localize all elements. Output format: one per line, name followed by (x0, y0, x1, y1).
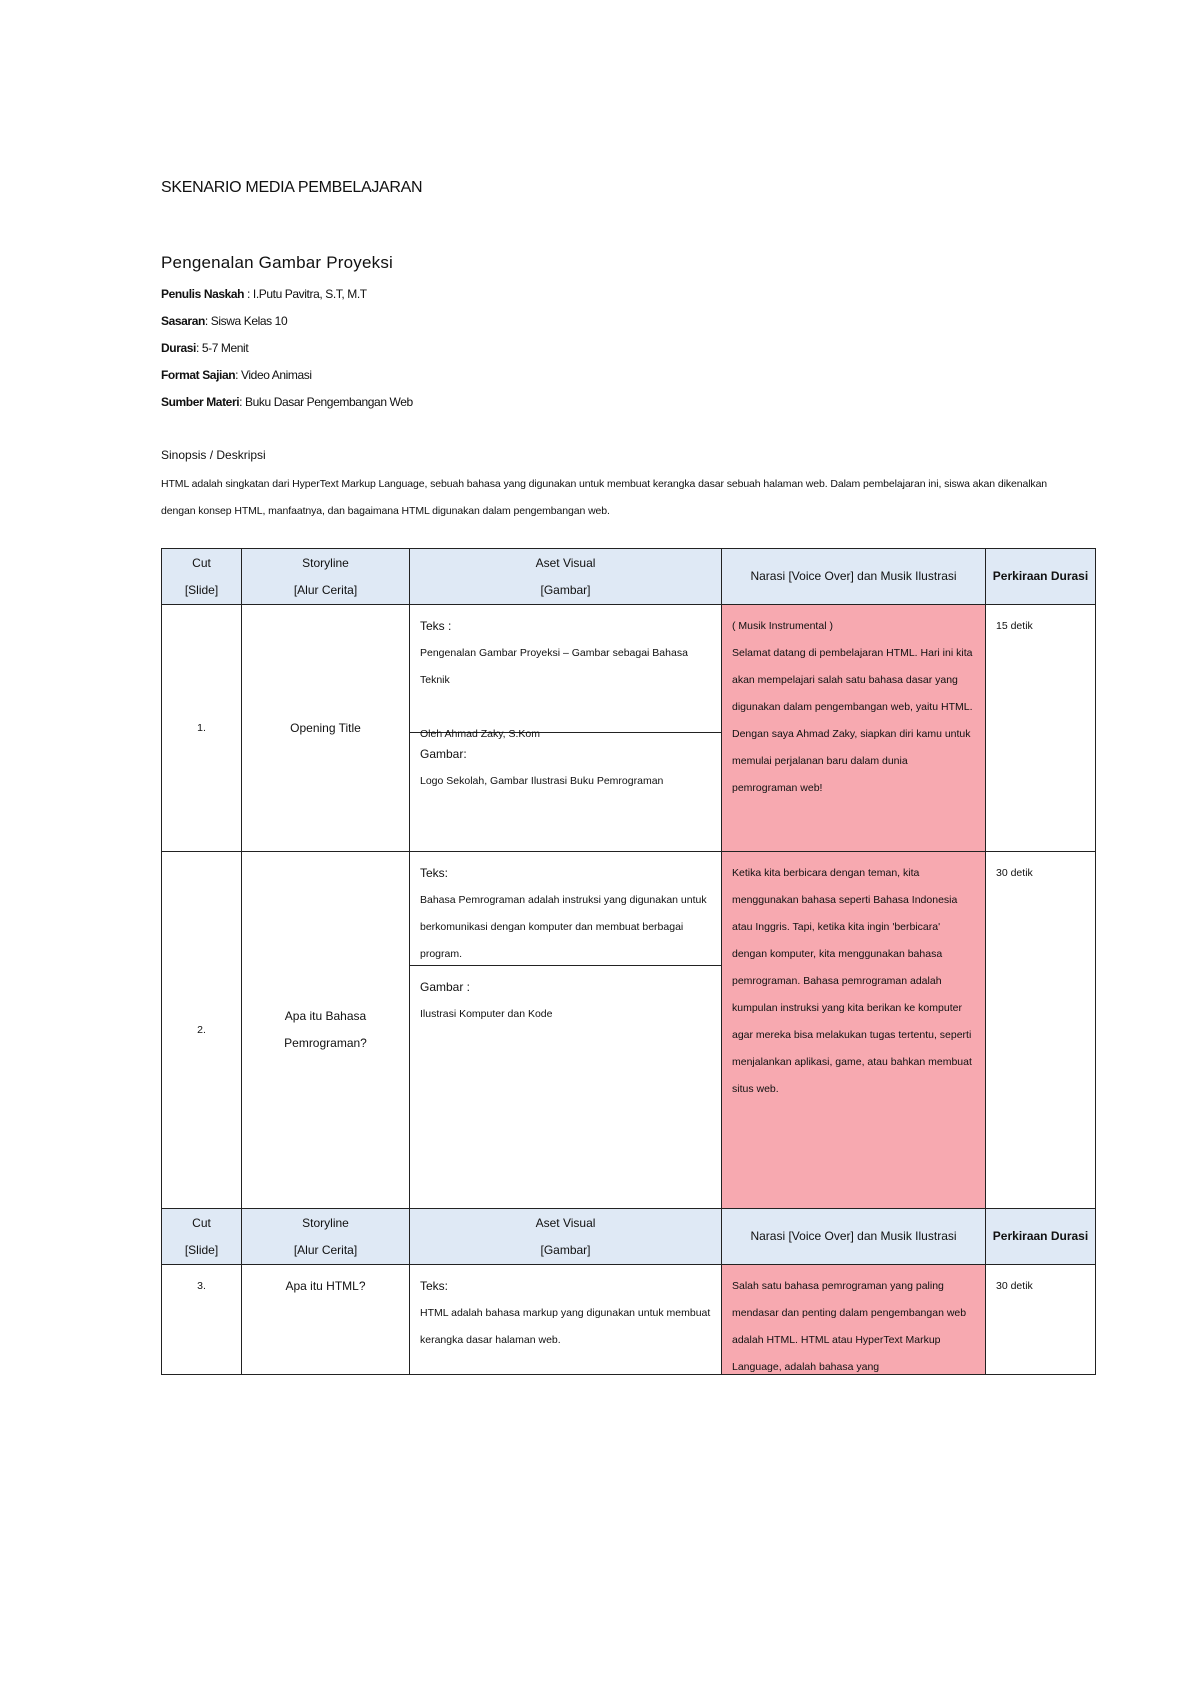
meta-label: Sasaran (161, 314, 205, 328)
scenario-table-continued (161, 1208, 1096, 1375)
header-narasi: Narasi [Voice Over] dan Musik Ilustrasi (722, 1209, 986, 1265)
aset-teks-section (410, 1265, 721, 1354)
aset-gambar-section (410, 965, 721, 1028)
table-row (162, 1265, 1096, 1375)
meta-value: 5-7 Menit (201, 341, 249, 355)
synopsis-text: HTML adalah singkatan dari HyperText Markup Language, sebuah bahasa yang digunakan untuk membuat kerangka dasar sebuah halaman web. Dalam pembelajaran ini, siswa akan dikenalkan dengan konsep HTML, manfaatnya, dan bagaimana HTML digunakan dalam pengembangan web. (161, 478, 1048, 517)
meta-separator: : (235, 368, 242, 382)
scenario-table (161, 548, 1096, 1209)
header-durasi: Perkiraan Durasi (986, 1209, 1096, 1265)
meta-separator: : (204, 314, 211, 328)
narasi-text: Selamat datang di pembelajaran HTML. Hari ini kita akan mempelajari salah satu bahasa dasar yang digunakan dalam pengembangan web, yaitu HTML. Dengan saya Ahmad Zaky, siapkan diri kamu untuk memulai perjalanan baru dalam dunia pemrograman web! (732, 647, 973, 794)
meta-label: Penulis Naskah (161, 287, 245, 301)
header-durasi: Perkiraan Durasi (986, 549, 1096, 605)
teks-label: Teks: (420, 866, 449, 880)
document-title: SKENARIO MEDIA PEMBELAJARAN (161, 179, 423, 196)
narasi-text: Ketika kita berbicara dengan teman, kita menggunakan bahasa seperti Bahasa Indonesia atau Inggris. Tapi, ketika kita ingin 'berbicara' dengan komputer, kita menggunakan bahasa pemrograman. Bahasa pemrograman adalah kumpulan instruksi yang kita berikan ke komputer agar mereka bisa melakukan tugas tertentu, seperti menjalankan aplikasi, game, atau bahkan membuat situs web. (732, 867, 972, 1095)
narasi-music-note: ( Musik Instrumental ) (732, 620, 833, 632)
meta-label: Format Sajian (161, 368, 236, 382)
meta-separator: : (195, 341, 202, 355)
gambar-label: Gambar: (420, 747, 467, 761)
storyline-cell: Apa itu HTML? (242, 1265, 410, 1375)
table-header-row (162, 549, 1096, 605)
meta-separator: : (244, 287, 253, 301)
meta-label: Sumber Materi (161, 395, 240, 409)
meta-value: Video Animasi (241, 368, 312, 382)
table-row (162, 852, 1096, 1209)
header-storyline: Storyline [Alur Cerita] (242, 549, 410, 605)
meta-line-duration (161, 341, 248, 355)
cut-number: 1. (162, 605, 242, 852)
aset-visual-cell (410, 1265, 722, 1375)
narasi-text: Salah satu bahasa pemrograman yang paling mendasar dan penting dalam pengembangan web adalah HTML. HTML atau HyperText Markup Language, adalah bahasa yang (732, 1280, 967, 1373)
durasi-cell: 30 detik (986, 852, 1096, 1209)
teks-author: Oleh Ahmad Zaky, S.Kom (420, 728, 541, 740)
storyline-text: Apa itu Bahasa Pemrograman? (284, 1009, 367, 1050)
meta-label: Durasi (161, 341, 196, 355)
header-aset-visual: Aset Visual [Gambar] (410, 549, 722, 605)
header-aset-visual: Aset Visual [Gambar] (410, 1209, 722, 1265)
teks-content: Bahasa Pemrograman adalah instruksi yang digunakan untuk berkomunikasi dengan komputer dan membuat berbagai program. (420, 894, 707, 960)
aset-gambar-section (410, 732, 721, 795)
gambar-content: Logo Sekolah, Gambar Ilustrasi Buku Pemrograman (420, 775, 664, 787)
teks-label: Teks : (420, 619, 452, 633)
table-row (162, 605, 1096, 852)
gambar-content: Ilustrasi Komputer dan Kode (420, 1008, 553, 1020)
meta-line-source (161, 395, 413, 409)
storyline-cell (242, 852, 410, 1209)
header-cut: Cut [Slide] (162, 549, 242, 605)
header-cut: Cut [Slide] (162, 1209, 242, 1265)
meta-value: Buku Dasar Pengembangan Web (245, 395, 413, 409)
narasi-cell (722, 605, 986, 852)
header-storyline: Storyline [Alur Cerita] (242, 1209, 410, 1265)
durasi-cell: 30 detik (986, 1265, 1096, 1375)
teks-label: Teks: (420, 1279, 449, 1293)
meta-separator: : (239, 395, 246, 409)
aset-visual-cell (410, 852, 722, 1209)
aset-teks-section (410, 605, 721, 740)
meta-line-writer (161, 287, 367, 301)
durasi-cell: 15 detik (986, 605, 1096, 852)
synopsis-heading: Sinopsis / Deskripsi (161, 448, 266, 462)
storyline-cell: Opening Title (242, 605, 410, 852)
meta-value: I.Putu Pavitra, S.T, M.T (252, 287, 367, 301)
document-subtitle: Pengenalan Gambar Proyeksi (161, 253, 393, 272)
table-header-row (162, 1209, 1096, 1265)
meta-value: Siswa Kelas 10 (210, 314, 288, 328)
aset-teks-section (410, 852, 721, 965)
gambar-label: Gambar : (420, 980, 471, 994)
cut-number: 2. (162, 852, 242, 1209)
narasi-cell (722, 1265, 986, 1375)
teks-content: Pengenalan Gambar Proyeksi – Gambar sebagai Bahasa Teknik (420, 647, 688, 686)
aset-visual-cell (410, 605, 722, 852)
meta-line-format (161, 368, 312, 382)
teks-content: HTML adalah bahasa markup yang digunakan untuk membuat kerangka dasar halaman web. (420, 1307, 711, 1346)
narasi-cell (722, 852, 986, 1209)
header-narasi: Narasi [Voice Over] dan Musik Ilustrasi (722, 549, 986, 605)
meta-line-target (161, 314, 287, 328)
cut-number: 3. (162, 1265, 242, 1375)
